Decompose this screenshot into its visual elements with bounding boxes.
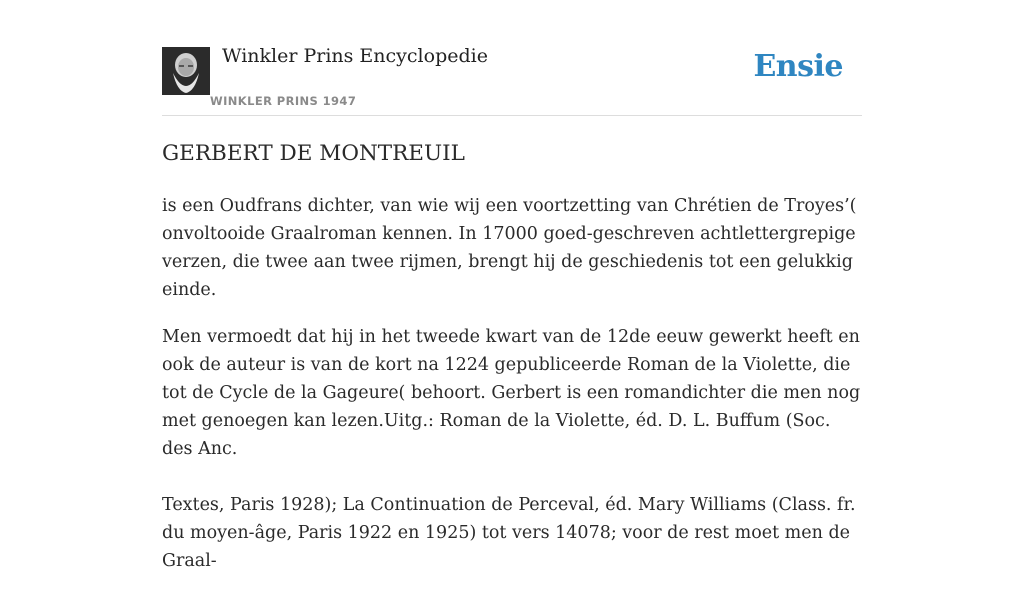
avatar[interactable] bbox=[162, 47, 210, 95]
site-header bbox=[162, 40, 862, 116]
article bbox=[162, 138, 862, 594]
site-subtitle[interactable]: WINKLER PRINS 1947 bbox=[210, 94, 357, 108]
brand-logo[interactable]: Ensie bbox=[753, 49, 843, 84]
article-paragraph: Men vermoedt dat hij in het tweede kwart van de 12de eeuw gewerkt heeft en ook de auteur is van de kort na 1224 gepubliceerde Roman de la Violette, die tot de Cycle de la Gageure( behoort. Gerbert is een romandichter die men nog met genoegen kan lezen.Uitg.: Roman de la Violette, éd. D. L. Buffum (Soc. des Anc. Textes, Paris 1928); La Continuation de Perceval, éd. Mary Williams (Class. fr. du moyen-âge, Paris 1922 en 1925) tot vers 14078; voor de rest moet men de Graal- bbox=[162, 327, 861, 571]
article-paragraph: is een Oudfrans dichter, van wie wij een voortzetting van Chrétien de Troyes’( onvoltooide Graalroman kennen. In 17000 goed-geschreven achtlettergrepige verzen, die twee aan twee rijmen, brengt hij de geschiedenis tot een gelukkig einde. bbox=[162, 196, 857, 300]
site-title[interactable]: Winkler Prins Encyclopedie bbox=[222, 45, 488, 67]
portrait-avatar-icon bbox=[162, 47, 210, 95]
article-title: GERBERT DE MONTREUIL bbox=[162, 141, 465, 166]
